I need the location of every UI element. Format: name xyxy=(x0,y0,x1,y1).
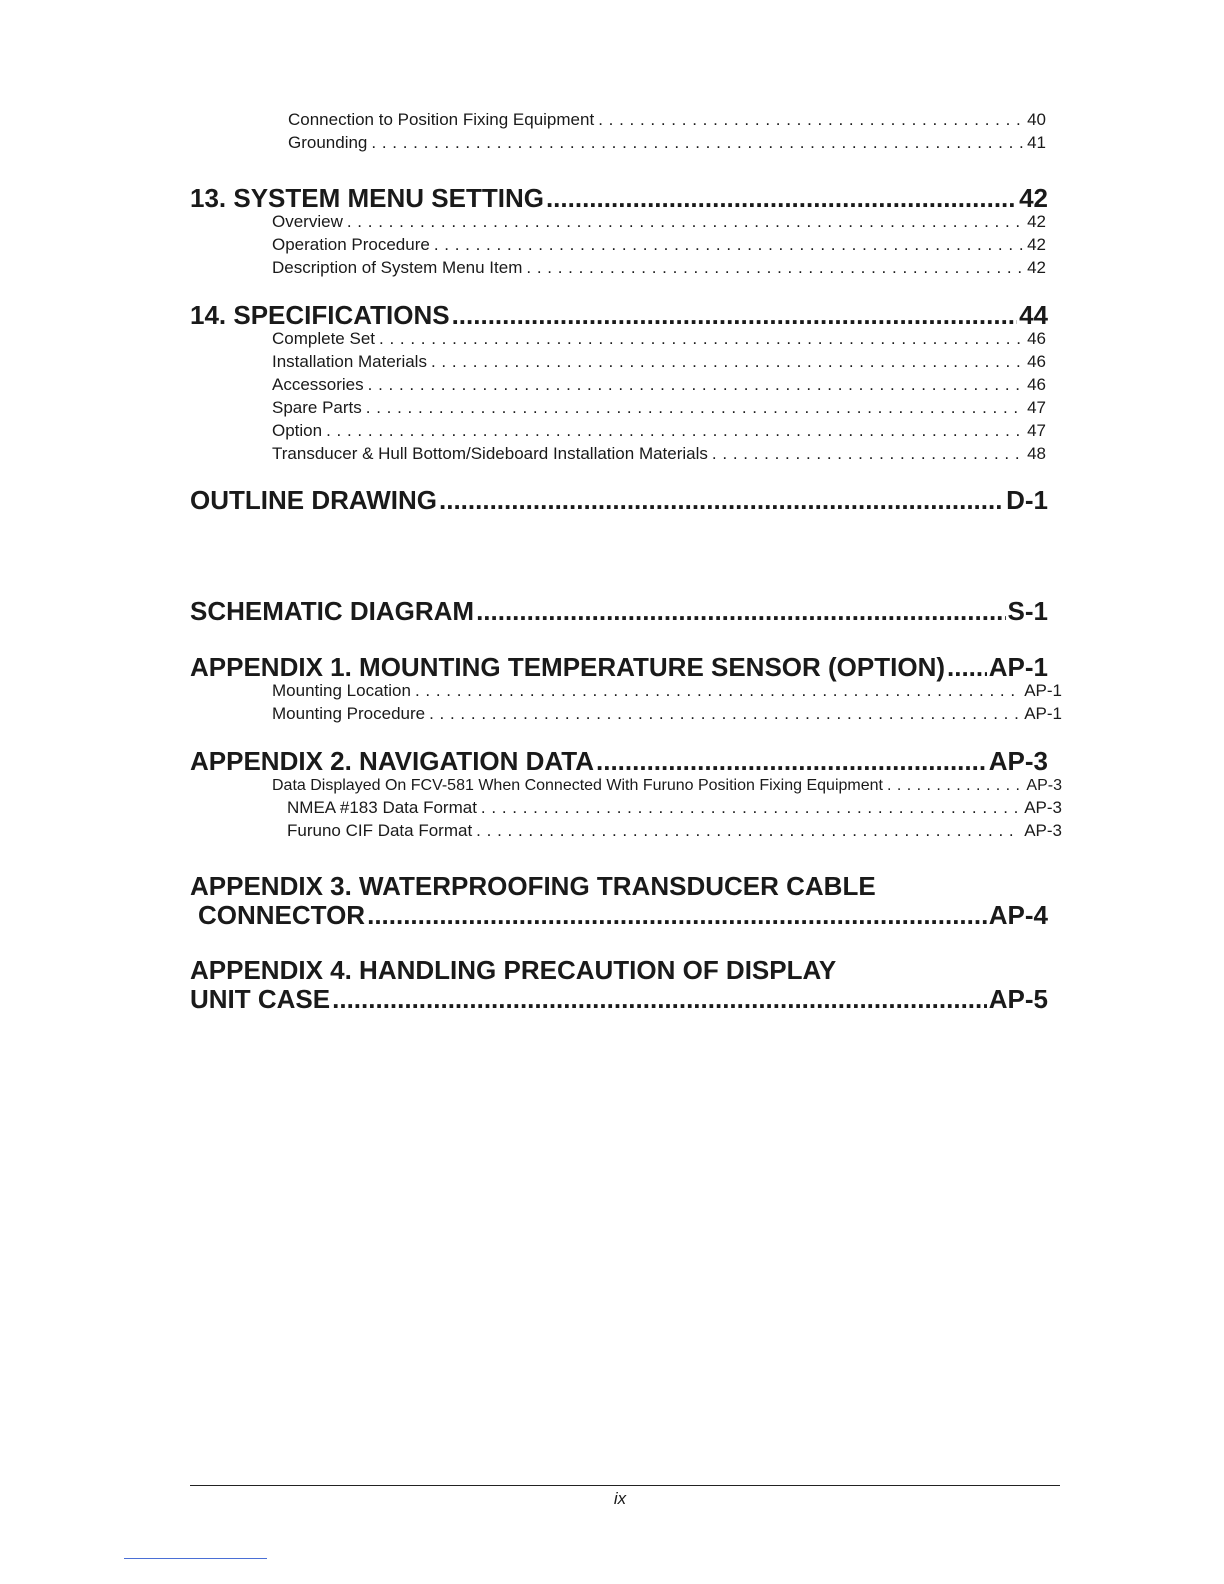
footer-rule xyxy=(190,1485,1060,1486)
toc-entry-page: 48 xyxy=(1027,444,1046,463)
corner-line xyxy=(124,1558,267,1559)
dot-leader xyxy=(429,704,1020,724)
toc-section-appendix-3-title[interactable]: APPENDIX 3. WATERPROOFING TRANSDUCER CABLE xyxy=(190,871,876,901)
toc-entry-label: Spare Parts xyxy=(272,398,362,417)
toc-entry-page: 47 xyxy=(1027,398,1046,417)
dot-leader xyxy=(526,258,1023,278)
toc-entry-page: 42 xyxy=(1027,212,1046,231)
toc-entry-transducer-materials[interactable] xyxy=(272,444,1046,466)
dot-leader xyxy=(476,821,1020,841)
toc-entry-label: Overview xyxy=(272,212,343,231)
toc-entry-data-displayed[interactable] xyxy=(272,777,1062,799)
toc-entry-overview[interactable] xyxy=(272,212,1046,234)
toc-section-page: S-1 xyxy=(1007,596,1048,626)
dot-leader xyxy=(332,984,987,1015)
toc-entry-mounting-location[interactable] xyxy=(272,681,1062,703)
toc-section-page: D-1 xyxy=(1006,485,1048,515)
toc-entry-page: AP-1 xyxy=(1024,681,1062,700)
dot-leader xyxy=(368,375,1023,395)
toc-section-14[interactable] xyxy=(190,300,1048,332)
dot-leader xyxy=(439,485,1004,516)
toc-entry-page: 46 xyxy=(1027,375,1046,394)
dot-leader xyxy=(434,235,1023,255)
toc-entry-mounting-procedure[interactable] xyxy=(272,704,1062,726)
toc-entry-page: 41 xyxy=(1027,133,1046,152)
toc-entry-connection-position-fixing[interactable] xyxy=(288,110,1046,132)
toc-section-page: AP-5 xyxy=(988,984,1048,1014)
toc-entry-label: Mounting Location xyxy=(272,681,411,700)
dot-leader xyxy=(366,398,1023,418)
toc-entry-spare-parts[interactable] xyxy=(272,398,1046,420)
toc-entry-label: Installation Materials xyxy=(272,352,427,371)
toc-section-page: AP-1 xyxy=(988,652,1048,682)
toc-entry-page: AP-3 xyxy=(1026,777,1062,794)
toc-section-label: CONNECTOR xyxy=(198,900,366,930)
toc-section-label: APPENDIX 1. MOUNTING TEMPERATURE SENSOR (OPTION) xyxy=(190,652,946,682)
toc-section-page: 44 xyxy=(1019,300,1048,330)
dot-leader xyxy=(476,596,1005,627)
toc-section-appendix-3[interactable] xyxy=(198,900,1048,932)
toc-section-page: 42 xyxy=(1019,183,1048,213)
toc-section-outline-drawing[interactable] xyxy=(190,485,1048,517)
toc-entry-option[interactable] xyxy=(272,421,1046,443)
dot-leader xyxy=(887,777,1022,795)
toc-entry-label: Connection to Position Fixing Equipment xyxy=(288,110,595,129)
toc-entry-page: AP-1 xyxy=(1024,704,1062,723)
toc-section-label: 13. SYSTEM MENU SETTING xyxy=(190,183,544,213)
toc-entry-installation-materials[interactable] xyxy=(272,352,1046,374)
toc-section-schematic-diagram[interactable] xyxy=(190,596,1048,628)
toc-entry-label: Description of System Menu Item xyxy=(272,258,523,277)
toc-entry-cif-format[interactable] xyxy=(287,821,1062,843)
toc-entry-label: NMEA #183 Data Format xyxy=(287,798,477,817)
toc-entry-label: Transducer & Hull Bottom/Sideboard Installation Materials xyxy=(272,444,708,463)
toc-entry-accessories[interactable] xyxy=(272,375,1046,397)
dot-leader xyxy=(347,212,1023,232)
toc-section-page: AP-3 xyxy=(988,746,1048,776)
toc-section-appendix-2[interactable] xyxy=(190,746,1048,778)
dot-leader xyxy=(415,681,1020,701)
dot-leader xyxy=(712,444,1023,464)
toc-entry-nmea-format[interactable] xyxy=(287,798,1062,820)
toc-entry-page: 46 xyxy=(1027,329,1046,348)
toc-entry-complete-set[interactable] xyxy=(272,329,1046,351)
toc-entry-page: 42 xyxy=(1027,258,1046,277)
dot-leader xyxy=(598,110,1023,130)
dot-leader xyxy=(371,133,1023,153)
toc-section-label: OUTLINE DRAWING xyxy=(190,485,437,515)
toc-entry-grounding[interactable] xyxy=(288,133,1046,155)
dot-leader xyxy=(431,352,1023,372)
toc-section-label: APPENDIX 2. NAVIGATION DATA xyxy=(190,746,594,776)
dot-leader xyxy=(326,421,1023,441)
toc-section-page: AP-4 xyxy=(988,900,1048,930)
toc-section-13[interactable] xyxy=(190,183,1048,215)
toc-entry-label: Option xyxy=(272,421,323,440)
toc-section-appendix-1[interactable] xyxy=(190,652,1048,684)
dot-leader xyxy=(379,329,1023,349)
toc-entry-description-system-menu[interactable] xyxy=(272,258,1046,280)
toc-section-appendix-4-title[interactable]: APPENDIX 4. HANDLING PRECAUTION OF DISPLAY xyxy=(190,955,837,985)
toc-entry-page: 42 xyxy=(1027,235,1046,254)
dot-leader xyxy=(481,798,1020,818)
toc-entry-label: Accessories xyxy=(272,375,364,394)
toc-entry-label: Operation Procedure xyxy=(272,235,430,254)
toc-entry-label: Furuno CIF Data Format xyxy=(287,821,473,840)
toc-section-appendix-4[interactable] xyxy=(190,984,1048,1016)
dot-leader xyxy=(452,300,1018,331)
dot-leader xyxy=(947,652,987,683)
toc-entry-page: 46 xyxy=(1027,352,1046,371)
toc-entry-label: Data Displayed On FCV-581 When Connected With Furuno Position Fixing Equipment xyxy=(272,777,883,794)
toc-section-label: UNIT CASE xyxy=(190,984,331,1014)
toc-entry-page: 47 xyxy=(1027,421,1046,440)
toc-entry-label: Grounding xyxy=(288,133,368,152)
toc-entry-page: AP-3 xyxy=(1024,821,1062,840)
toc-section-label: SCHEMATIC DIAGRAM xyxy=(190,596,475,626)
dot-leader xyxy=(367,900,987,931)
toc-entry-label: Mounting Procedure xyxy=(272,704,426,723)
toc-entry-page: 40 xyxy=(1027,110,1046,129)
toc-entry-operation-procedure[interactable] xyxy=(272,235,1046,257)
dot-leader xyxy=(546,183,1017,214)
dot-leader xyxy=(596,746,987,777)
toc-entry-label: Complete Set xyxy=(272,329,375,348)
page-number: ix xyxy=(613,1489,627,1508)
toc-entry-page: AP-3 xyxy=(1024,798,1062,817)
toc-section-label: 14. SPECIFICATIONS xyxy=(190,300,450,330)
